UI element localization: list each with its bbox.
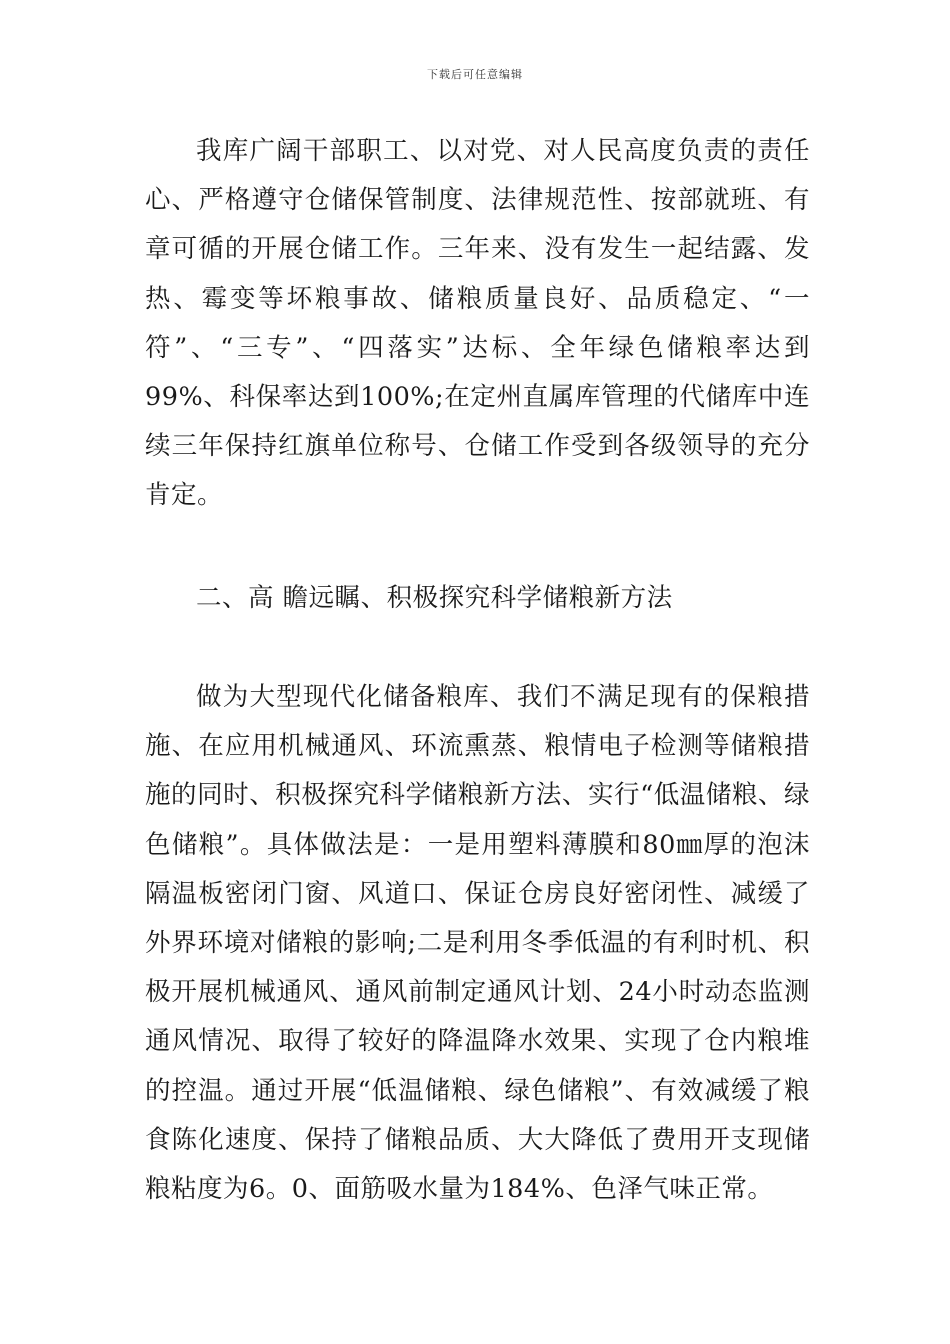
header-note: 下载后可任意编辑 (427, 68, 523, 81)
paragraph-storage-methods: 做为大型现代化储备粮库、我们不满足现有的保粮措施、在应用机械通风、环流熏蒸、粮情电子检测等储粮措施的同时、积极探究科学储粮新方法、实行“低温储粮、绿色储粮”。具体做法是：一是用塑料薄膜和80㎜厚的泡沫隔温板密闭门窗、风道口、保证仓房良好密闭性、减缓了外界环境对储粮的影响;二是利用冬季低温的有利时机、积极开展机械通风、通风前制定通风计划、24小时动态监测通风情况、取得了较好的降温降水效果、实现了仓内粮堆的控温。通过开展“低温储粮、绿色储粮”、有效减缓了粮食陈化速度、保持了储粮品质、大大降低了费用开支现储粮粘度为6。0、面筋吸水量为184%、色泽气味正常。 (145, 682, 810, 1205)
section-heading: 二、高 瞻远瞩、积极探究科学储粮新方法 (196, 583, 673, 613)
paragraph-storage-work: 我库广阔干部职工、以对党、对人民高度负责的责任心、严格遵守仓储保管制度、法律规范性、按部就班、有章可循的开展仓储工作。三年来、没有发生一起结露、发热、霉变等坏粮事故、储粮质量良好、品质稳定、“一符”、“三专”、“四落实”达标、全年绿色储粮率达到99%、科保率达到100%;在定州直属库管理的代储库中连续三年保持红旗单位称号、仓储工作受到各级领导的充分肯定。 (145, 136, 810, 511)
